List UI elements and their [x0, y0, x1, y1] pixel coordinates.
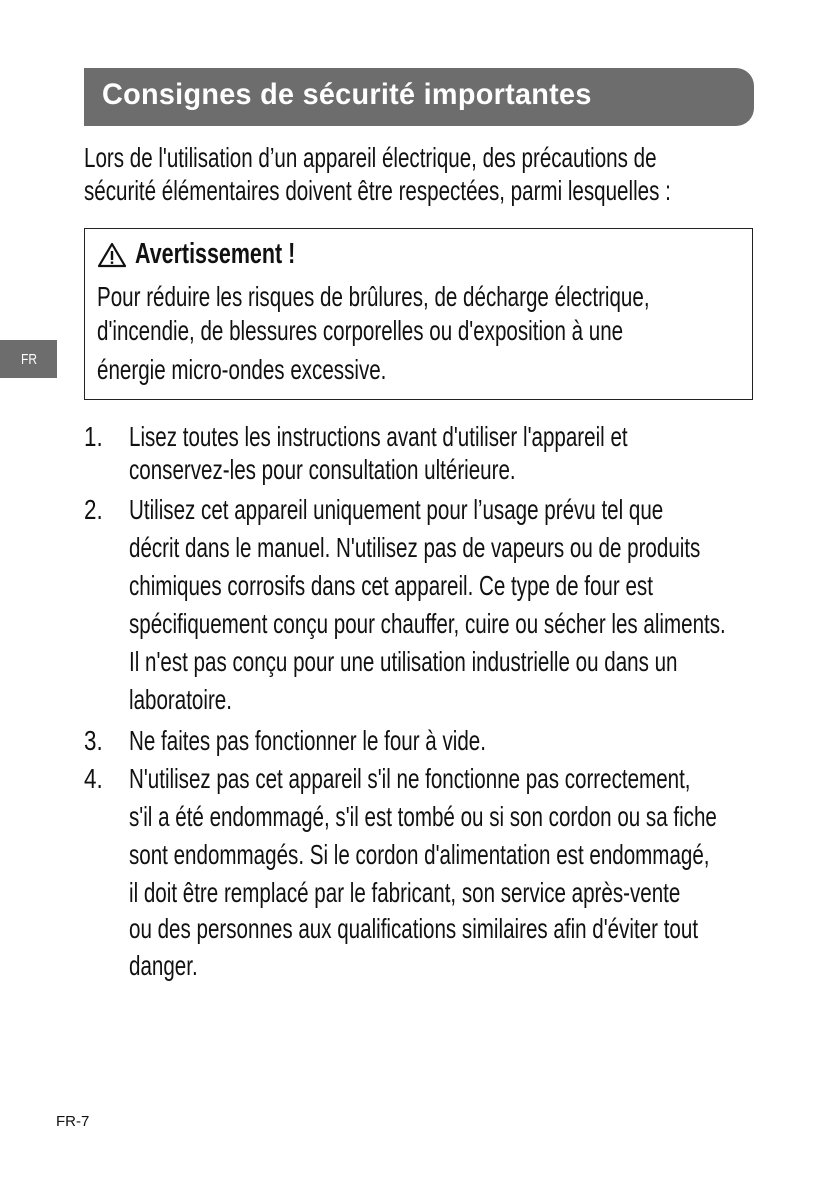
item-line: Ne faites pas fonctionner le four à vide.: [129, 725, 486, 756]
section-header: [84, 68, 754, 126]
item-line: laboratoire.: [129, 684, 232, 715]
item-line: décrit dans le manuel. N'utilisez pas de vapeurs ou de produits: [129, 532, 701, 563]
warning-title: Avertissement !: [135, 238, 296, 270]
item-line: N'utilisez pas cet appareil s'il ne fonctionne pas correctement,: [129, 763, 691, 794]
warning-heading: [97, 238, 352, 271]
item-line: Lisez toutes les instructions avant d'utiliser l'appareil et: [129, 421, 628, 452]
item-number: 2.: [84, 494, 103, 525]
item-line: danger.: [129, 950, 198, 981]
item-line: spécifiquement conçu pour chauffer, cuire ou sécher les aliments.: [129, 608, 726, 639]
language-tab: [0, 340, 57, 378]
warning-line: d'incendie, de blessures corporelles ou d'exposition à une: [97, 315, 624, 346]
item-line: sont endommagés. Si le cordon d'alimentation est endommagé,: [129, 839, 710, 870]
page-number: FR-7: [56, 1113, 90, 1130]
language-tab-label: FR: [20, 350, 37, 368]
item-line: Il n'est pas conçu pour une utilisation industrielle ou dans un: [129, 646, 678, 677]
item-line: s'il a été endommagé, s'il est tombé ou si son cordon ou sa fiche: [129, 801, 717, 832]
section-title: Consignes de sécurité importantes: [102, 78, 592, 111]
intro-line: Lors de l'utilisation d’un appareil électrique, des précautions de: [84, 142, 657, 173]
item-line: Utilisez cet appareil uniquement pour l’usage prévu tel que: [129, 494, 664, 525]
intro-line: sécurité élémentaires doivent être respectées, parmi lesquelles :: [84, 175, 671, 206]
item-line: il doit être remplacé par le fabricant, son service après-vente: [129, 877, 681, 908]
warning-triangle-icon: [97, 241, 127, 269]
item-number: 4.: [84, 763, 103, 794]
warning-line: Pour réduire les risques de brûlures, de décharge électrique,: [97, 281, 650, 312]
item-line: ou des personnes aux qualifications similaires afin d'éviter tout: [129, 913, 699, 944]
item-number: 1.: [84, 421, 103, 452]
item-line: conservez-les pour consultation ultérieure.: [129, 454, 516, 485]
item-number: 3.: [84, 725, 103, 756]
item-line: chimiques corrosifs dans cet appareil. Ce type de four est: [129, 570, 653, 601]
warning-line: énergie micro-ondes excessive.: [97, 354, 387, 385]
